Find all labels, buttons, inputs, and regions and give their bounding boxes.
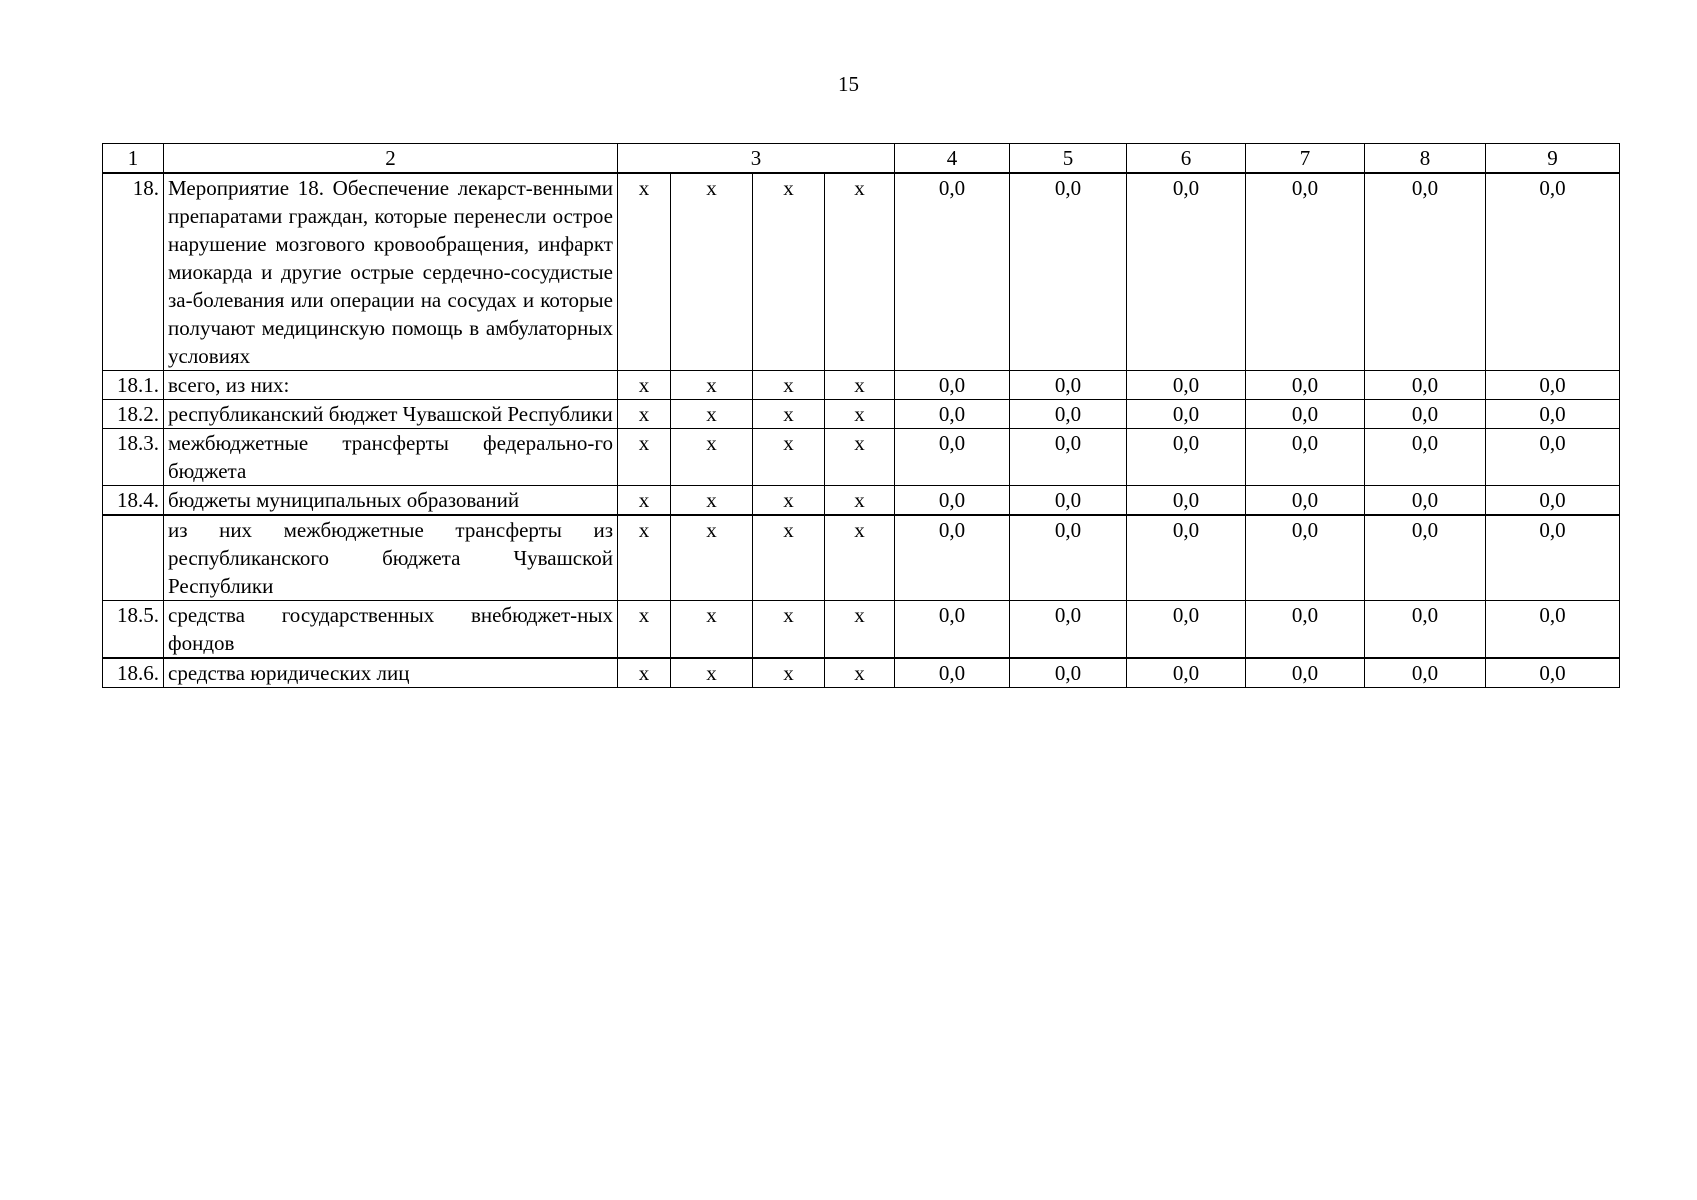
mark-cell: х xyxy=(618,486,671,516)
value-cell: 0,0 xyxy=(1127,400,1246,429)
value-cell: 0,0 xyxy=(1486,486,1620,516)
header-col-7: 7 xyxy=(1246,144,1365,174)
value-cell: 0,0 xyxy=(895,486,1010,516)
value-cell: 0,0 xyxy=(1365,400,1486,429)
row-number: 18.5. xyxy=(103,601,164,659)
value-cell: 0,0 xyxy=(1010,173,1127,371)
value-cell: 0,0 xyxy=(1486,429,1620,486)
value-cell: 0,0 xyxy=(1127,371,1246,400)
value-cell: 0,0 xyxy=(895,429,1010,486)
row-number xyxy=(103,515,164,601)
row-number: 18.6. xyxy=(103,658,164,688)
mark-cell: х xyxy=(825,371,895,400)
row-name: республиканский бюджет Чувашской Республики xyxy=(164,400,618,429)
mark-cell: х xyxy=(753,486,825,516)
table-row xyxy=(103,658,1620,688)
value-cell: 0,0 xyxy=(1127,658,1246,688)
mark-cell: х xyxy=(825,515,895,601)
table-row xyxy=(103,400,1620,429)
value-cell: 0,0 xyxy=(1010,429,1127,486)
table-row xyxy=(103,429,1620,486)
row-name: бюджеты муниципальных образований xyxy=(164,486,618,516)
row-name: средства юридических лиц xyxy=(164,658,618,688)
mark-cell: х xyxy=(753,371,825,400)
mark-cell: х xyxy=(618,515,671,601)
mark-cell: х xyxy=(753,173,825,371)
table-row xyxy=(103,515,1620,601)
row-number: 18.1. xyxy=(103,371,164,400)
table-row xyxy=(103,486,1620,516)
mark-cell: х xyxy=(825,601,895,659)
value-cell: 0,0 xyxy=(1365,371,1486,400)
value-cell: 0,0 xyxy=(1246,515,1365,601)
mark-cell: х xyxy=(618,429,671,486)
mark-cell: х xyxy=(825,173,895,371)
value-cell: 0,0 xyxy=(1486,173,1620,371)
value-cell: 0,0 xyxy=(1486,658,1620,688)
mark-cell: х xyxy=(825,486,895,516)
value-cell: 0,0 xyxy=(1365,173,1486,371)
value-cell: 0,0 xyxy=(1010,400,1127,429)
mark-cell: х xyxy=(618,601,671,659)
mark-cell: х xyxy=(753,658,825,688)
value-cell: 0,0 xyxy=(1246,601,1365,659)
table-row xyxy=(103,371,1620,400)
value-cell: 0,0 xyxy=(1365,429,1486,486)
value-cell: 0,0 xyxy=(1486,400,1620,429)
mark-cell: х xyxy=(671,601,753,659)
table-row xyxy=(103,601,1620,659)
mark-cell: х xyxy=(618,173,671,371)
header-col-5: 5 xyxy=(1010,144,1127,174)
mark-cell: х xyxy=(825,658,895,688)
mark-cell: х xyxy=(825,400,895,429)
value-cell: 0,0 xyxy=(1365,601,1486,659)
header-col-6: 6 xyxy=(1127,144,1246,174)
value-cell: 0,0 xyxy=(1365,486,1486,516)
mark-cell: х xyxy=(753,429,825,486)
row-number: 18.4. xyxy=(103,486,164,516)
value-cell: 0,0 xyxy=(1010,658,1127,688)
mark-cell: х xyxy=(618,371,671,400)
row-name: Мероприятие 18. Обеспечение лекарст-венными препаратами граждан, которые перенесли острое нарушение мозгового кровообращения, инфаркт миокарда и другие острые сердечно-сосудистые за-болевания или операции на сосудах и которые получают медицинскую помощь в амбулаторных условиях xyxy=(164,173,618,371)
value-cell: 0,0 xyxy=(895,173,1010,371)
header-col-4: 4 xyxy=(895,144,1010,174)
header-col-1: 1 xyxy=(103,144,164,174)
mark-cell: х xyxy=(671,486,753,516)
value-cell: 0,0 xyxy=(1246,400,1365,429)
table-row xyxy=(103,173,1620,371)
page-number: 15 xyxy=(838,72,859,96)
mark-cell: х xyxy=(671,515,753,601)
value-cell: 0,0 xyxy=(1246,173,1365,371)
mark-cell: х xyxy=(753,515,825,601)
value-cell: 0,0 xyxy=(1010,515,1127,601)
value-cell: 0,0 xyxy=(1127,515,1246,601)
row-name: средства государственных внебюджет-ных фондов xyxy=(164,601,618,659)
row-number: 18.3. xyxy=(103,429,164,486)
mark-cell: х xyxy=(671,400,753,429)
value-cell: 0,0 xyxy=(1010,601,1127,659)
value-cell: 0,0 xyxy=(1010,371,1127,400)
value-cell: 0,0 xyxy=(1246,429,1365,486)
value-cell: 0,0 xyxy=(1486,515,1620,601)
value-cell: 0,0 xyxy=(1127,601,1246,659)
value-cell: 0,0 xyxy=(1486,601,1620,659)
value-cell: 0,0 xyxy=(1246,658,1365,688)
value-cell: 0,0 xyxy=(895,601,1010,659)
mark-cell: х xyxy=(671,173,753,371)
value-cell: 0,0 xyxy=(895,371,1010,400)
mark-cell: х xyxy=(671,429,753,486)
value-cell: 0,0 xyxy=(895,515,1010,601)
value-cell: 0,0 xyxy=(1127,486,1246,516)
header-col-3: 3 xyxy=(618,144,895,174)
header-col-2: 2 xyxy=(164,144,618,174)
header-col-9: 9 xyxy=(1486,144,1620,174)
value-cell: 0,0 xyxy=(1365,515,1486,601)
mark-cell: х xyxy=(671,371,753,400)
mark-cell: х xyxy=(618,658,671,688)
value-cell: 0,0 xyxy=(895,658,1010,688)
value-cell: 0,0 xyxy=(1246,486,1365,516)
table-body xyxy=(103,173,1620,688)
mark-cell: х xyxy=(618,400,671,429)
mark-cell: х xyxy=(753,601,825,659)
value-cell: 0,0 xyxy=(1010,486,1127,516)
value-cell: 0,0 xyxy=(1127,429,1246,486)
row-number: 18. xyxy=(103,173,164,371)
value-cell: 0,0 xyxy=(1486,371,1620,400)
value-cell: 0,0 xyxy=(1246,371,1365,400)
value-cell: 0,0 xyxy=(895,400,1010,429)
mark-cell: х xyxy=(825,429,895,486)
row-name: из них межбюджетные трансферты из республиканского бюджета Чувашской Республики xyxy=(164,515,618,601)
mark-cell: х xyxy=(671,658,753,688)
budget-table xyxy=(102,143,1620,688)
header-row xyxy=(103,144,1620,174)
row-number: 18.2. xyxy=(103,400,164,429)
header-col-8: 8 xyxy=(1365,144,1486,174)
mark-cell: х xyxy=(753,400,825,429)
value-cell: 0,0 xyxy=(1365,658,1486,688)
row-name: межбюджетные трансферты федерально-го бюджета xyxy=(164,429,618,486)
row-name: всего, из них: xyxy=(164,371,618,400)
value-cell: 0,0 xyxy=(1127,173,1246,371)
